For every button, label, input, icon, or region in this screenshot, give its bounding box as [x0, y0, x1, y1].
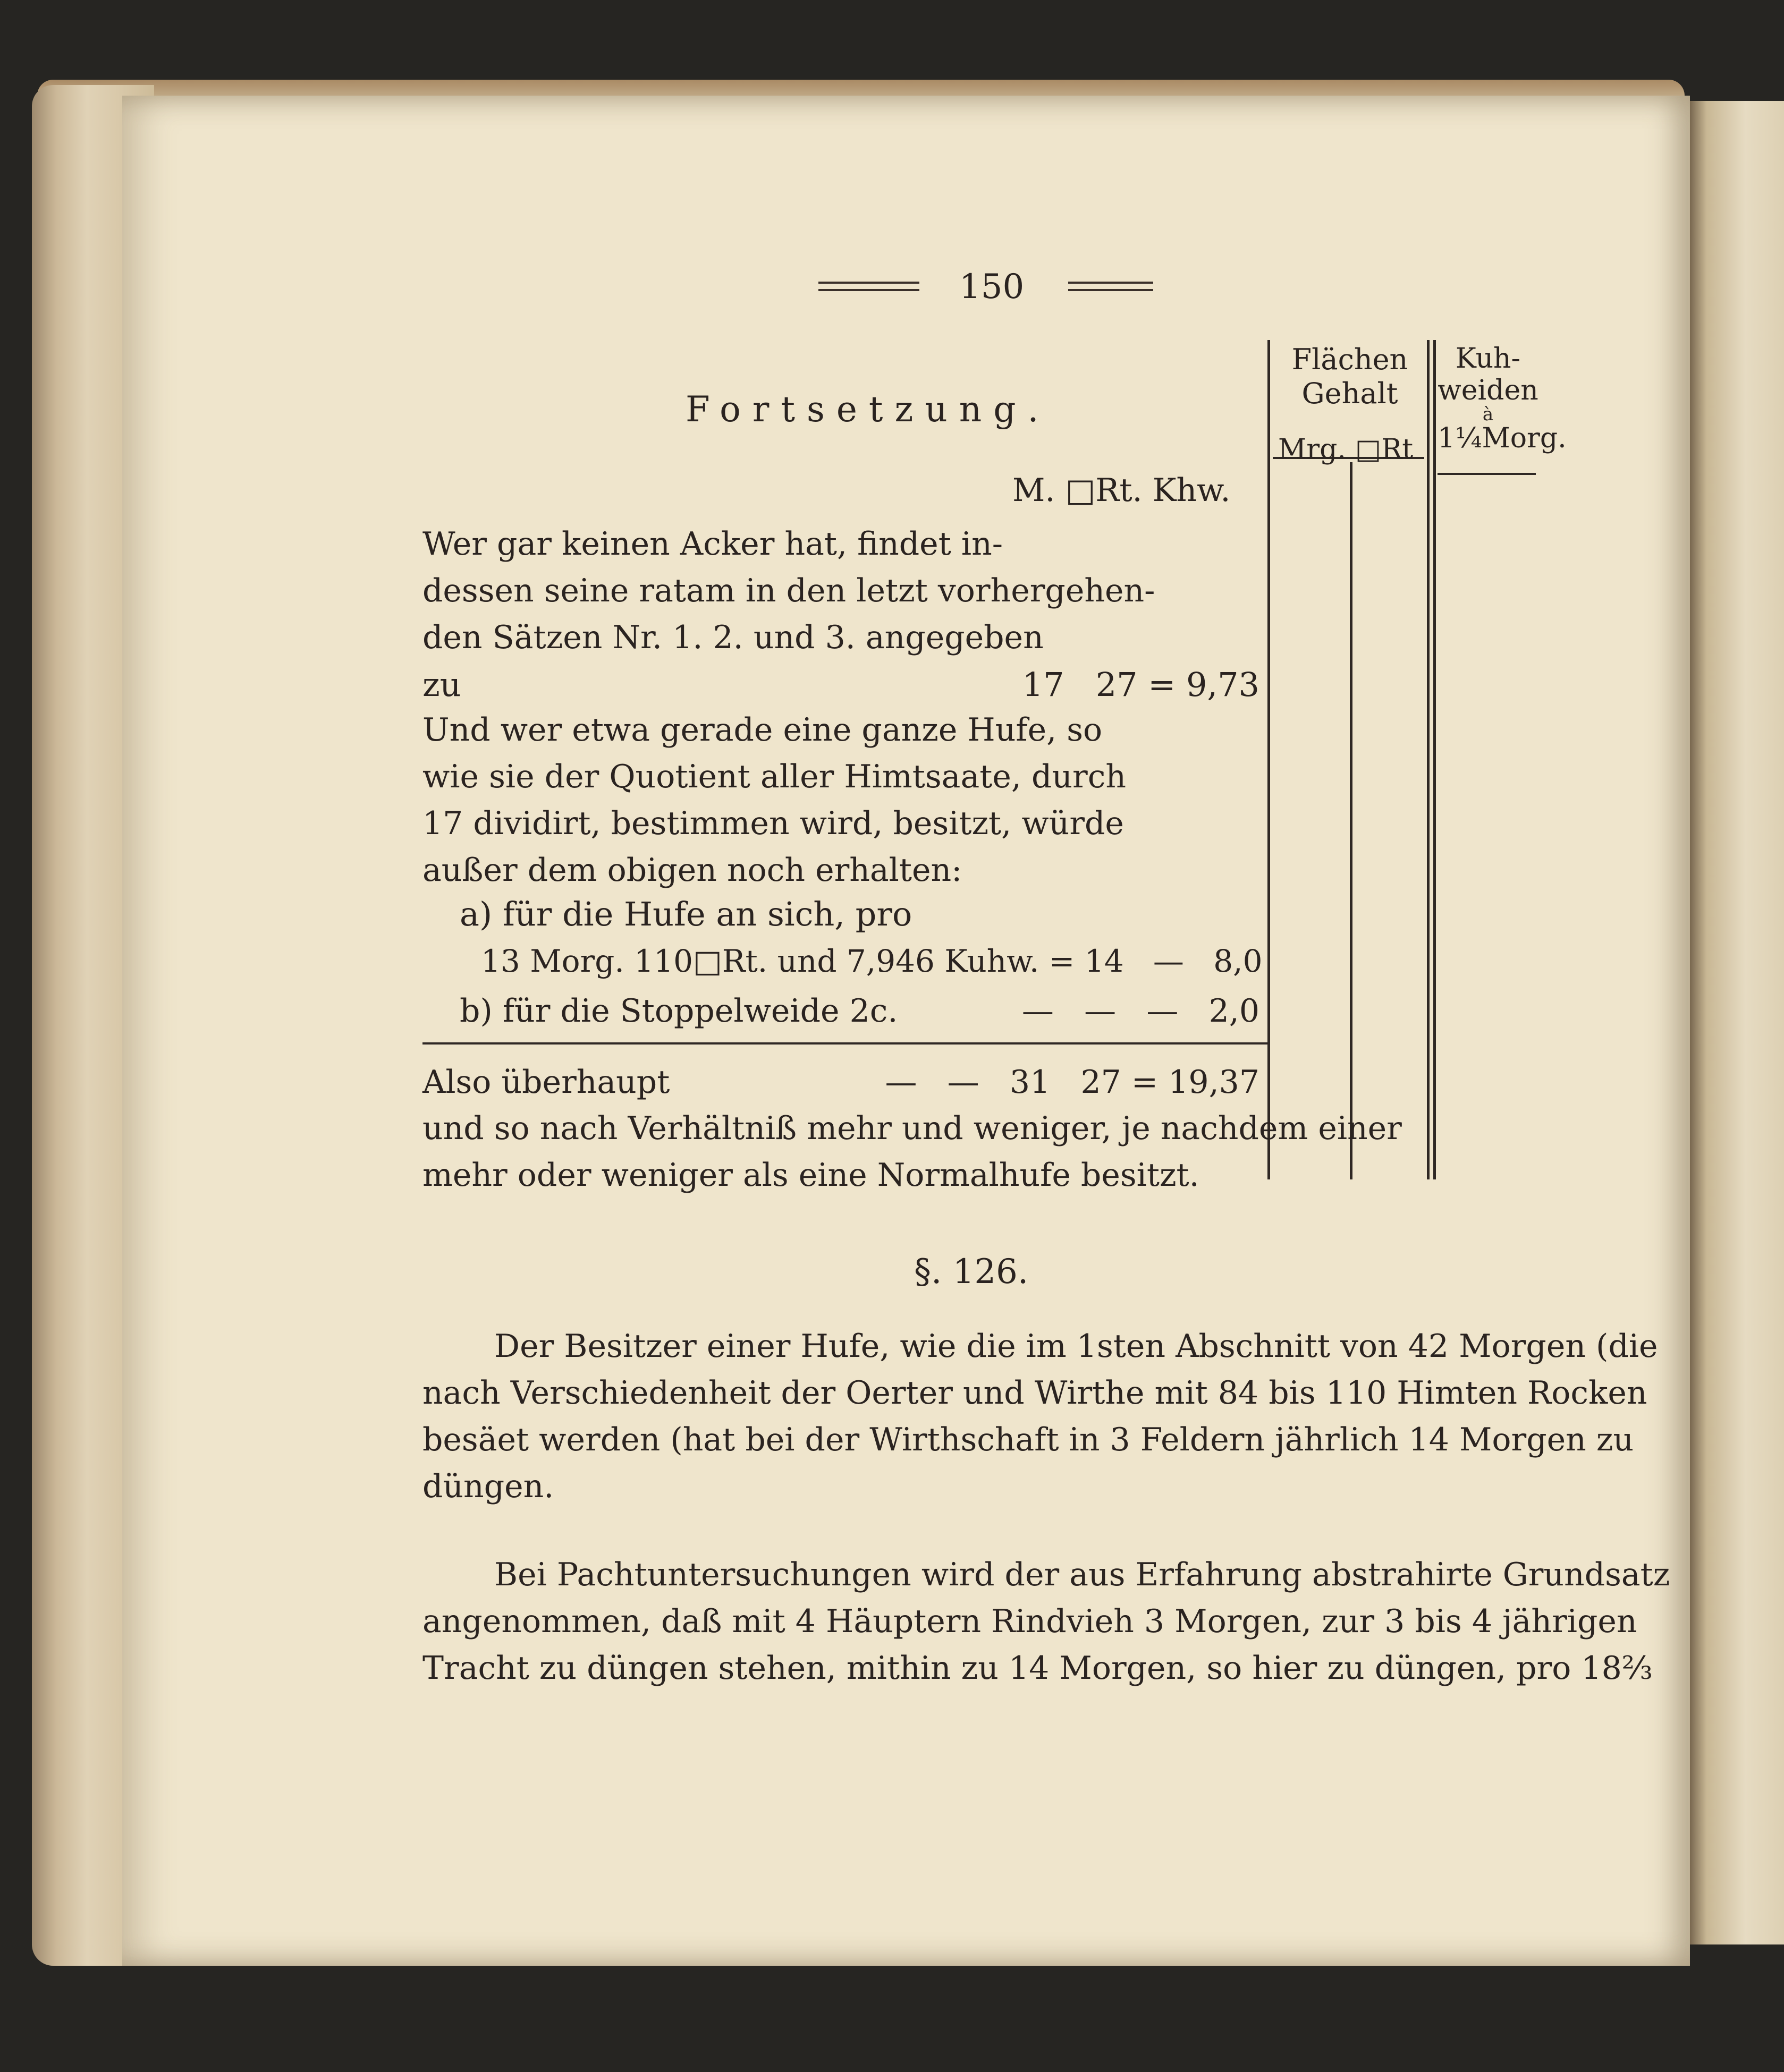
paragraph-5 [422, 1551, 1670, 1692]
col-flaechen-header [1275, 343, 1424, 411]
next-page-edge [1687, 101, 1784, 1944]
total-value: — — 31 27 = 19,37 [885, 1064, 1259, 1101]
sum-rule [422, 1042, 1267, 1045]
paragraph-4-line: düngen. [422, 1468, 554, 1505]
item-a-line-1: a) für die Hufe an sich, pro [460, 895, 912, 933]
paragraph-4 [422, 1323, 1658, 1510]
col-kuh-line-3: à [1482, 404, 1494, 425]
paragraph-2-line: außer dem obigen noch erhalten: [422, 852, 962, 889]
page-number: 150 [959, 267, 1025, 307]
total-label: Also überhaupt [422, 1064, 670, 1101]
col-flaechen-line-2: Gehalt [1301, 377, 1398, 410]
paragraph-5-line: angenommen, daß mit 4 Häuptern Rindvieh 3 Morgen, zur 3 bis 4 jährigen [422, 1603, 1637, 1640]
total-row [422, 1064, 1259, 1101]
paragraph-2-line: 17 dividirt, bestimmen wird, besitzt, würde [422, 805, 1124, 842]
paragraph-3-line: mehr oder weniger als eine Normalhufe besitzt. [422, 1157, 1199, 1194]
header-rule-right [1068, 282, 1153, 291]
row-zu-value: 17 27 = 9,73 [1022, 665, 1259, 704]
col-kuh-line-1: Kuh- [1455, 343, 1521, 375]
col-kuh-line-4: 1¼Morg. [1438, 422, 1567, 454]
paragraph-5-line: Bei Pachtuntersuchungen wird der aus Erfahrung abstrahirte Grundsatz [494, 1556, 1670, 1593]
item-b-row [460, 992, 1259, 1030]
table-rule-4 [1433, 340, 1436, 1179]
paragraph-4-line: Der Besitzer einer Hufe, wie die im 1sten Abschnitt von 42 Morgen (die [494, 1328, 1658, 1365]
col-kuh-header [1438, 343, 1567, 454]
paragraph-5-line: Tracht zu düngen stehen, mithin zu 14 Morgen, so hier zu düngen, pro 18⅔ [422, 1650, 1653, 1687]
item-b-label: b) für die Stoppelweide 2c. [460, 992, 898, 1030]
table-rule-1 [1267, 340, 1270, 1179]
table-rule-2 [1350, 462, 1352, 1179]
paragraph-2 [422, 707, 1126, 894]
paragraph-3-line: und so nach Verhältniß mehr und weniger, je nachdem einer [422, 1110, 1402, 1147]
paragraph-3 [422, 1105, 1402, 1199]
paragraph-2-line: Und wer etwa gerade eine ganze Hufe, so [422, 711, 1103, 749]
item-a-line-2: 13 Morg. 110□Rt. und 7,946 Kuhw. = 14 — 8,0 [481, 943, 1263, 979]
paragraph-1-line: Wer gar keinen Acker hat, findet in- [422, 525, 1003, 563]
paragraph-1-line: dessen seine ratam in den letzt vorhergehen- [422, 572, 1155, 609]
col-flaechen-line-1: Flächen [1291, 343, 1408, 376]
item-b-value: — — — 2,0 [1021, 992, 1259, 1030]
col-kuh-line-2: weiden [1438, 375, 1538, 406]
units-header: M. □Rt. Khw. [1012, 472, 1231, 509]
paragraph-2-line: wie sie der Quotient aller Himtsaate, durch [422, 758, 1126, 795]
table-rule-3 [1427, 340, 1430, 1179]
row-zu [422, 665, 1259, 704]
col-rt-header: □Rt [1355, 434, 1414, 465]
table-kuh-rule [1438, 473, 1536, 475]
header-rule-left [818, 282, 919, 291]
section-title: Fortsetzung. [686, 389, 1051, 430]
paragraph-4-line: besäet werden (hat bei der Wirthschaft in 3 Feldern jährlich 14 Morgen zu [422, 1421, 1634, 1458]
section-number: §. 126. [914, 1252, 1029, 1292]
paragraph-1 [422, 521, 1155, 661]
row-zu-label: zu [422, 665, 461, 704]
col-mrg-header: Mrg. [1278, 434, 1346, 465]
paragraph-1-line: den Sätzen Nr. 1. 2. und 3. angegeben [422, 619, 1044, 656]
paragraph-4-line: nach Verschiedenheit der Oerter und Wirthe mit 84 bis 110 Himten Rocken [422, 1374, 1647, 1412]
